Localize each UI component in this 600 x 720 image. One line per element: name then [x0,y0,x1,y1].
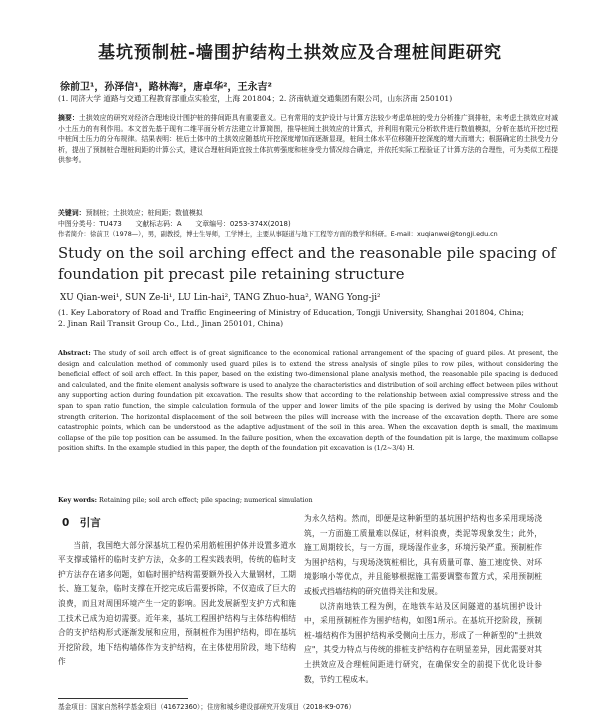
footnote-rule [58,698,188,699]
body-paragraph: 当前，我国绝大部分深基坑工程仍采用筋桩围护体并设置多道水平支撑或锚杆的临时支护方法，众多的工程实践表明，传统的临时支护方法存在诸多问题，如临时围护结构需要额外投入大量钢材，工期长、施工复杂，临时支撑在开挖完成后需要拆除，不仅造成了巨大的浪费，而且对周围环境产生一定的影响。因此发展新型支护方式和施工技术已成为迫切需要。近年来，基坑工程围护结构与主体结构相结合的支护结构形式逐渐发展和应用，预制桩作为围护结构，即在基坑开挖阶段，地下结构墙体作为支护结构，在主体使用阶段，地下结构作 [58,540,296,667]
chinese-abstract-text: 土拱效应的研究对经济合理地设计围护桩的排间距具有重要意义。已有常用的支护设计与计算方法较少考虑单桩的受力分析推广到排桩，未考虑土拱效应对减小土压力的有利作用。本文首先基于现有二维平面分析方法建立计算简图，推导桩间土拱效应的计算式，并利用有限元分析软件进行数值模拟，分析在基坑开挖过程中桩间土压力的分布规律。结果表明：桩后土体中的土拱效应随基坑开挖深度增加而逐渐显现，桩间土体水平位移随开挖深度的增大而增大；根据确定的土拱受力分析，提出了预制桩合理桩间距的计算公式，建议合理桩间距宜按土体抗剪强度和桩身受力情况综合确定，并依托实际工程验证了计算方法的合理性，可为类似工程提供参考。 [58,114,559,165]
english-abstract [58,348,558,454]
classification-line: 中图分类号：TU473 文献标志码：A 文章编号：0253-374X(2018) [58,220,291,228]
author-info: 作者简介：徐前卫（1978—），男，副教授，博士生导师，工学博士，主要从事隧道与地下工程等方面的教学和科研。E-mail：xuqianwei@tongji.edu.cn [58,230,498,238]
chinese-title: 基坑预制桩-墙围护结构土拱效应及合理桩间距研究 [97,43,503,63]
section-heading: 0 引言 [62,517,101,529]
english-authors: XU Qian-wei¹, SUN Ze-li¹, LU Lin-hai², TANG Zhuo-hua², WANG Yong-ji² [60,293,381,303]
body-left-column [58,512,296,670]
chinese-abstract [58,113,558,166]
english-title: Study on the soil arching effect and the reasonable pile spacing of foundation pit precast pile retaining structure [58,245,557,283]
chinese-authors: 徐前卫¹，孙泽信¹，路林海²，唐卓华²，王永吉² [60,82,272,93]
chinese-keywords [58,208,558,219]
body-paragraph: 为永久结构。然而，即便是这种新型的基坑围护结构也多采用现场浇筑，一方面施工质量难以保证，材料浪费，类泥等现象发生；此外，施工周期较长，与一方面，现场湿作业多，环境污染严重。预制桩作为围护结构，与现场浇筑桩相比，具有质量可靠、施工速度快、对环境影响小等优点，并且能够根据施工需要调整布置方式，采用预制桩或板式挡墙结构的研究值得关注和发展。 [304,514,542,596]
body-right-column [304,512,542,687]
funding-footnote: 基金项目：国家自然科学基金项目（41672360）；住房和城乡建设部研究开发项目（2018-K9-076） [58,703,356,711]
english-affiliation-1: (1. Key Laboratory of Road and Traffic Engineering of Ministry of Education, Tongji University, Shanghai 201804, China; [58,308,524,317]
english-keywords-text: Retaining pile; soil arch effect; pile spacing; numerical simulation [99,496,313,504]
body-paragraph: 以济南地铁工程为例，在地铁车站及区间隧道的基坑围护设计中，采用预制桩作为围护结构，如图1所示。在基坑开挖阶段，预制桩-墙结构作为围护结构承受侧向土压力，形成了一种新型的"土拱效应"，其受力特点与传统的排桩支护结构存在明显差异，因此需要对其土拱效应及合理桩间距进行研究，在确保安全的前提下优化设计参数，节约工程成本。 [304,601,542,684]
chinese-affiliation: (1. 同济大学 道路与交通工程教育部重点实验室，上海 201804；2. 济南轨道交通集团有限公司，山东济南 250101) [58,94,453,103]
chinese-keywords-text: 预制桩；土拱效应；桩间距；数值模拟 [85,209,203,217]
english-abstract-label: Abstract: [58,349,91,357]
english-affiliation-2: 2. Jinan Rail Transit Group Co., Ltd., Jinan 250101, China) [58,319,284,328]
chinese-keywords-label: 关键词： [58,209,86,217]
english-abstract-text: The study of soil arch effect is of great significance to the economical rational arrangement of the spacing of guard piles. At present, the design and calculation method of commonly used guard piles is to extend the stress analysis of single piles to row piles, without considering the beneficial effect of soil arch effect. In this paper, based on the existing two-dimensional plane analysis method, the reasonable pile spacing is deduced and calculated, and the finite element analysis software is used to analyze the characteristics and distribution of soil arching effect between piles without any supporting action during foundation pit excavation. The results show that according to the relationship between axial compressive stress and the span to span ratio function, the simple calculation formula of the upper and lower limits of the pile spacing is derived by using the Mohr Coulomb strength criterion. The horizontal displacement of the soil between the piles will increase with the increase of the excavation depth. There are some catastrophic points, which can be understood as the adaptive adjustment of the soil in this area. When the excavation depth is small, the maximum collapse of the pile top position can be assumed. In the failure position, when the excavation depth of the foundation pit is large, the maximum collapse position shifts. In the example studied in this paper, the depth of the foundation pit excavation is (1/2~3/4) H. [58,349,558,453]
english-keywords [58,496,558,504]
chinese-abstract-label: 摘要： [58,114,79,122]
english-keywords-label: Key words: [58,496,97,504]
english-affiliation [58,307,558,329]
